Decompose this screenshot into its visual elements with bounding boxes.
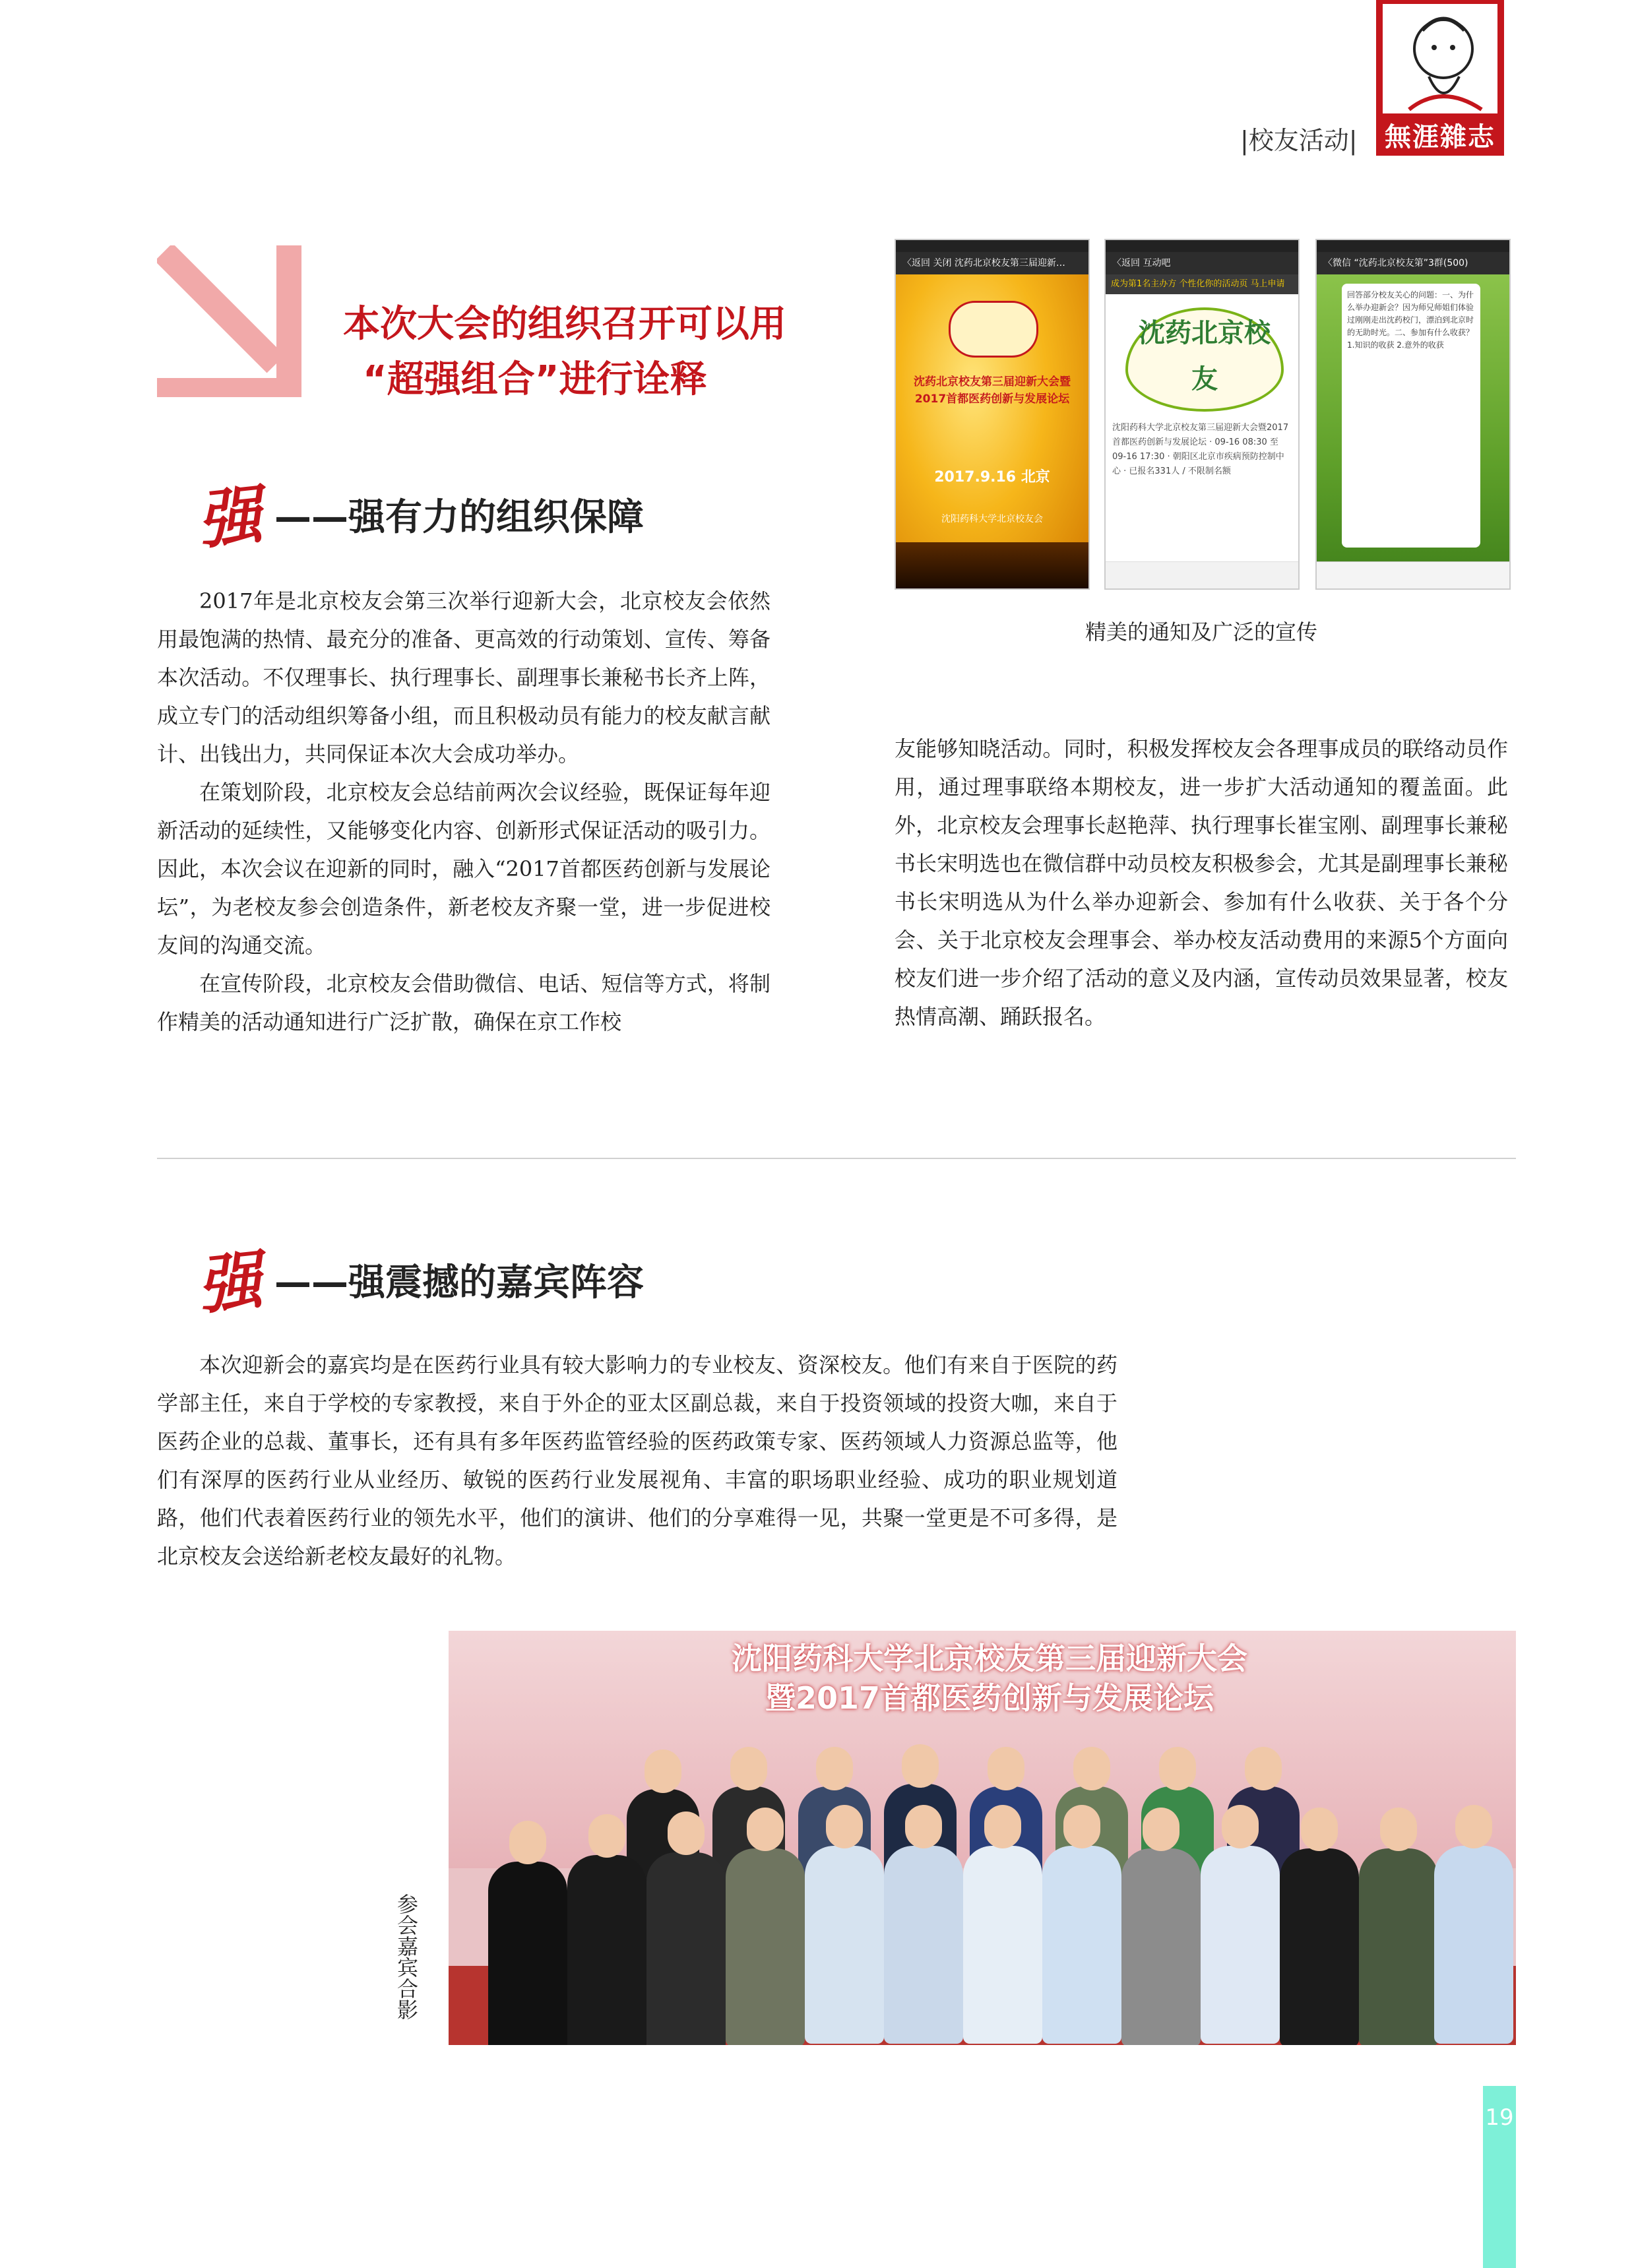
guest-head	[1143, 1808, 1180, 1851]
phone-2-footer	[1106, 561, 1298, 588]
section-2-glyph: 强	[194, 1242, 265, 1323]
screenshots-caption: 精美的通知及广泛的宣传	[1085, 619, 1317, 645]
brand-name: 無涯雜志	[1385, 121, 1495, 152]
guest-head	[1073, 1747, 1110, 1790]
section-1-heading	[194, 477, 644, 558]
guest-figure	[1201, 1846, 1280, 2044]
phone-2-info: 沈阳药科大学北京校友第三届迎新大会暨2017首都医药创新与发展论坛 · 09-16 08:30 至 09-16 17:30 · 朝阳区北京市疾病预防控制中心 · 已报名331人 / 不限制名额	[1112, 423, 1289, 476]
phone-1-title: 沈药北京校友第三届迎新大会暨2017首都医药创新与发展论坛	[914, 375, 1071, 406]
guest-head	[1222, 1805, 1259, 1848]
intro-heading	[343, 297, 858, 408]
section-1-paragraph-right: 友能够知晓活动。同时，积极发挥校友会各理事成员的联络动员作用，通过理事联络本期校友，进一步扩大活动通知的覆盖面。此外，北京校友会理事长赵艳萍、执行理事长崔宝刚、副理事长兼秘书长宋明选也在微信群中动员校友积极参会，尤其是副理事长兼秘书长宋明选从为什么举办迎新会、参加有什么收获、关于各个分会、关于北京校友会理事会、举办校友活动费用的来源5个方面向校友们进一步介绍了活动的意义及内涵，宣传动员效果显著，校友热情高潮、踊跃报名。	[895, 736, 1508, 1029]
photo-banner	[653, 1639, 1326, 1718]
phone-1-nav: 〈返回 关闭 沈药北京校友第三届迎新…	[896, 252, 1088, 274]
guest-figure	[488, 1862, 567, 2045]
event-logo-icon	[949, 301, 1038, 358]
section-2-body	[157, 1346, 1117, 1575]
intro-line-2: “超强组合”进行诠释	[363, 358, 707, 401]
phone-screenshot-1	[895, 239, 1090, 590]
guest-head	[588, 1814, 625, 1858]
section-1-left-column	[157, 582, 771, 1041]
section-1-paragraph-3: 在宣传阶段，北京校友会借助微信、电话、短信等方式，将制作精美的活动通知进行广泛扩散，确保在京工作校	[157, 971, 771, 1034]
phone-screenshot-2	[1104, 239, 1300, 590]
section-1-title: ——强有力的组织保障	[274, 496, 644, 539]
guest-head	[984, 1805, 1021, 1848]
guest-figure	[1359, 1848, 1438, 2045]
group-photo	[449, 1631, 1516, 2045]
guest-figure	[726, 1848, 805, 2045]
guest-figure	[1121, 1848, 1201, 2045]
phone-3-footer	[1317, 561, 1509, 588]
guest-figure	[805, 1846, 884, 2044]
section-2-title: ——强震撼的嘉宾阵容	[274, 1261, 644, 1304]
guest-head	[1301, 1808, 1338, 1851]
guest-head	[1455, 1805, 1492, 1848]
guest-head	[1159, 1747, 1196, 1790]
photo-banner-line-1: 沈阳药科大学北京校友第三届迎新大会	[732, 1641, 1247, 1676]
phone-1-org: 沈阳药科大学北京校友会	[941, 514, 1043, 524]
guest-figure	[963, 1846, 1042, 2044]
section-1-glyph: 强	[194, 477, 265, 558]
guest-head	[988, 1747, 1024, 1790]
guest-head	[1380, 1808, 1417, 1851]
guest-figure	[884, 1846, 963, 2044]
guest-head	[645, 1749, 681, 1793]
phone-3-message: 回答部分校友关心的问题：一、为什么举办迎新会？因为师兄师姐们体验过刚刚走出沈药校门，漂泊到北京时的无助时光。二、参加有什么收获？1.知识的收获 2.意外的收获	[1342, 284, 1480, 548]
guest-head	[1063, 1805, 1100, 1848]
phone-2-banner: 成为第1名主办方 个性化你的活动页 马上申请	[1106, 274, 1298, 294]
guest-head	[816, 1747, 853, 1790]
guest-head	[1245, 1747, 1282, 1790]
guest-figure	[1434, 1846, 1513, 2044]
photo-caption: 参会嘉宾合影	[394, 1893, 419, 2020]
guest-figure	[1280, 1848, 1359, 2045]
section-1-paragraph-1: 2017年是北京校友会第三次举行迎新大会，北京校友会依然用最饱满的热情、最充分的准备、更高效的行动策划、宣传、筹备本次活动。不仅理事长、执行理事长、副理事长兼秘书长齐上阵，成立专门的活动组织筹备小组，而且积极动员有能力的校友献言献计、出钱出力，共同保证本次大会成功举办。	[157, 588, 771, 767]
intro-line-1: 本次大会的组织召开可以用	[343, 303, 786, 346]
guest-head	[902, 1744, 939, 1788]
guest-figure	[567, 1855, 646, 2045]
crowd-silhouette	[896, 542, 1088, 588]
guest-head	[905, 1805, 942, 1848]
phone-1-date: 2017.9.16 北京	[934, 469, 1050, 486]
phone-3-nav: 〈微信 “沈药北京校友第”3群(500)	[1317, 252, 1509, 274]
section-1-paragraph-2: 在策划阶段，北京校友会总结前两次会议经验，既保证每年迎新活动的延续性，又能够变化内容、创新形式保证活动的吸引力。因此，本次会议在迎新的同时，融入“2017首都医药创新与发展论坛”，为老校友参会创造条件，新老校友齐聚一堂，进一步促进校友间的沟通交流。	[157, 780, 771, 958]
section-2-paragraph: 本次迎新会的嘉宾均是在医药行业具有较大影响力的专业校友、资深校友。他们有来自于医院的药学部主任，来自于学校的专家教授，来自于外企的亚太区副总裁，来自于投资领域的投资大咖，来自于医药企业的总裁、董事长，还有具有多年医药监管经验的医药政策专家、医药领域人力资源总监等，他们有深厚的医药行业从业经历、敏锐的医药行业发展视角、丰富的职场职业经验、成功的职业规划道路，他们代表着医药行业的领先水平，他们的演讲、他们的分享难得一见，共聚一堂更是不可多得，是北京校友会送给新老校友最好的礼物。	[157, 1352, 1117, 1569]
phone-2-nav: 〈返回 互动吧	[1106, 252, 1298, 274]
guest-head	[509, 1821, 546, 1864]
section-tag: |校友活动|	[1240, 126, 1358, 155]
guest-head	[668, 1811, 705, 1855]
page-number: 19	[1485, 2104, 1514, 2131]
portrait-logo-icon	[1383, 4, 1497, 113]
section-1-right-column	[895, 730, 1508, 1036]
phone-screenshot-3	[1315, 239, 1511, 590]
guest-figure	[646, 1852, 726, 2045]
phone-2-heart: 沈药北京校友	[1125, 307, 1284, 412]
section-divider	[157, 1158, 1516, 1159]
guest-head	[730, 1747, 767, 1790]
guest-figure	[1042, 1846, 1121, 2044]
photo-banner-line-2: 暨2017首都医药创新与发展论坛	[765, 1680, 1214, 1716]
guest-head	[826, 1805, 863, 1848]
arrow-decoration-icon	[157, 245, 309, 397]
guest-head	[747, 1808, 784, 1851]
section-2-heading	[194, 1242, 644, 1323]
